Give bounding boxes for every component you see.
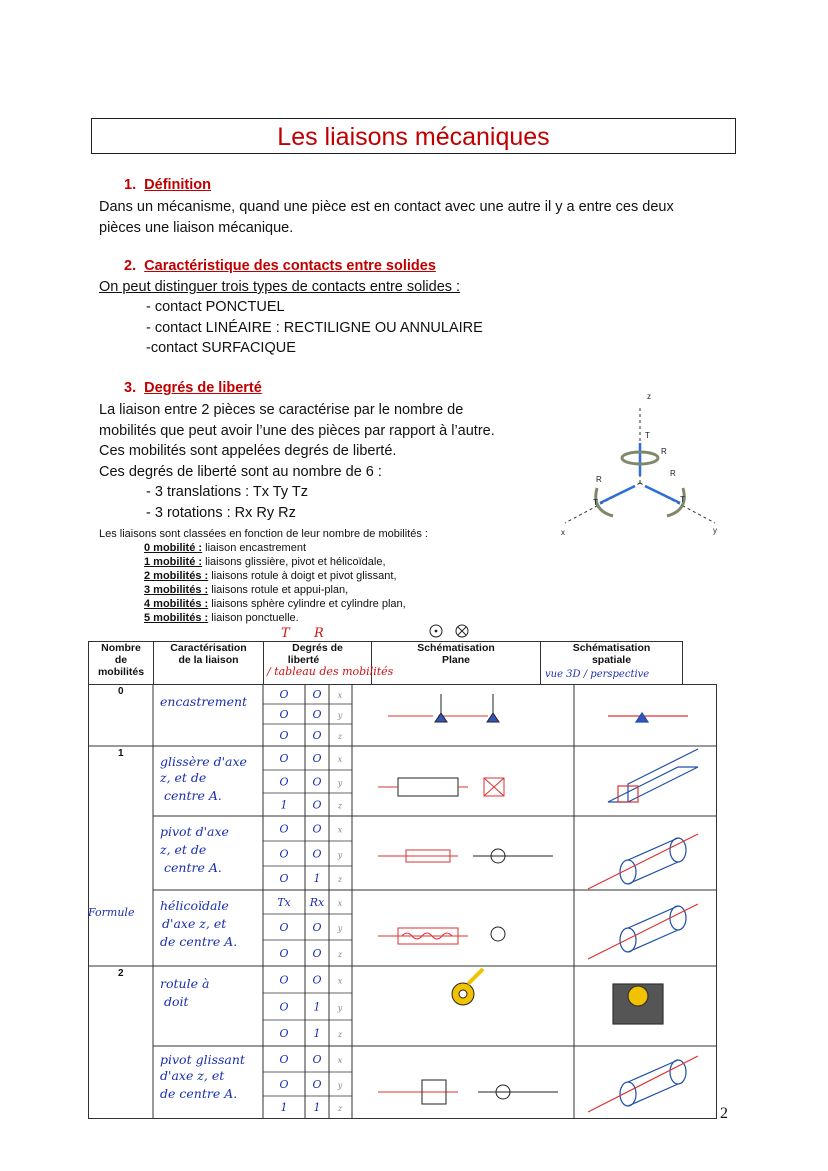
section1-number: 1. [124,177,137,193]
axis-label: x [337,755,343,764]
classification-row [144,583,406,597]
liaison-name: centre A. [164,788,222,803]
axis-label: x [337,899,343,908]
axis-label: y [337,1003,343,1013]
dof-rotation: O [312,847,322,861]
liaison-name: encastrement [160,694,248,709]
header-text: Caractérisation [170,642,247,654]
dof-translation: 1 [280,798,288,812]
classification-row [144,597,406,611]
dot-icon [435,630,438,633]
dof-translation: O [279,847,289,861]
axis-label: z [337,950,343,959]
header-plane [372,642,541,685]
axis-label: y [337,1081,343,1090]
dof-rotation: O [312,798,322,812]
liaison-name: doit [164,994,189,1009]
classification-text: liaisons rotule à doigt et pivot glissant, [211,570,397,582]
list-item: - contact LINÉAIRE : RECTILIGNE OU ANNULAIRE [146,319,483,336]
translations-item: - 3 translations : Tx Ty Tz [146,484,308,500]
tx-arrow [600,486,635,503]
title-box [91,118,736,154]
annotation-vue3d: vue 3D / perspective [545,669,650,680]
section3-line: Ces degrés de liberté sont au nombre de 6 : [99,463,382,480]
axis-label: x [337,976,343,986]
classification-text: liaison encastrement [205,542,307,554]
liaison-name: centre A. [164,860,222,875]
liaison-name: de centre A. [160,1086,238,1101]
classification-list [144,541,406,625]
glissiere-plane [398,778,458,796]
spatial-schematics [588,713,698,1112]
dof-rotation: O [312,775,322,789]
t-label: T [593,498,598,507]
classification-row [144,555,406,569]
section1-heading [124,177,211,193]
section2-title: Caractéristique des contacts entre solides [144,258,436,274]
section3-text [99,400,495,482]
dof-translation: O [279,822,289,836]
classification-text: liaisons rotule et appui-plan, [211,584,349,596]
liaisons-table [88,641,683,685]
dof-rotation: O [312,947,322,960]
header-text: liberté [287,654,320,666]
classification-label: 1 mobilité : [144,556,203,568]
dof-translation: O [279,872,289,885]
axis-label: y [337,850,343,860]
page-number: 2 [720,1105,728,1122]
t-label: T [680,495,685,504]
glissiere-spatial [608,749,698,802]
annotation-r: R [314,626,324,641]
axis-label: y [337,924,343,933]
classification-text: liaisons glissière, pivot et hélicoïdale, [205,556,386,568]
header-text: Schématisation Plane [417,642,495,666]
dof-rotation: O [312,1053,322,1066]
axis-label: x [337,691,343,700]
classification-label: 0 mobilité : [144,542,203,554]
dof-translation: O [279,708,289,721]
header-text: Nombre [101,642,141,654]
header-text: Schématisation [572,642,651,654]
ty-arrow [645,486,680,503]
dof-rotation: Rx [309,896,325,909]
table-body [88,684,718,1120]
section3-title: Degrés de liberté [144,380,262,396]
section3-heading [124,380,262,396]
dof-rotation: O [312,973,322,987]
group-count: 0 [118,686,124,697]
classification-text: liaisons sphère cylindre et cylindre plan, [211,598,406,610]
header-text: Degrés de [292,642,343,654]
dof-translation: Tx [277,896,291,909]
dof-rotation: 1 [313,1101,321,1114]
dof-translation: O [279,973,289,987]
plane-schematics [378,694,558,1104]
dof-translation: O [279,947,289,960]
section3-number: 3. [124,380,137,396]
classification-intro: Les liaisons sont classées en fonction de leur nombre de mobilités : [99,528,428,540]
dof-translation: O [279,775,289,789]
header-text: mobilités [97,666,145,678]
axis-x-label: x [561,528,565,537]
liaison-name: pivot d'axe [160,824,229,839]
header-degres [264,642,394,685]
axis-z-label: z [647,392,651,401]
axis-label: y [337,778,343,788]
liaison-name: d'axe z, et [162,916,227,931]
dof-translation: 1 [280,1101,288,1114]
section2-intro: On peut distinguer trois types de contacts entre solides : [99,279,461,295]
annotation-tableau: / tableau des mobilités [267,665,394,678]
axis-y-label: y [713,526,717,535]
section1-line: Dans un mécanisme, quand une pièce est en contact avec une autre il y a entre ces deux [99,199,674,215]
table-header-row [89,642,683,685]
dof-translation: O [279,1053,289,1066]
r-label: R [670,469,676,478]
r-label: R [661,447,667,456]
axis-label: z [337,875,343,884]
dof-rotation: 1 [313,872,321,885]
liaison-name: rotule à [160,976,210,991]
r-label: R [596,475,602,484]
header-nombre [89,642,154,685]
axis-label: y [337,711,343,720]
dof-rotation: O [312,708,322,721]
classification-label: 5 mobilités : [144,612,209,624]
annotation-formule: Formule [88,906,135,919]
classification-label: 3 mobilités : [144,584,209,596]
header-caracterisation [154,642,264,685]
group-count: 1 [118,748,124,759]
dof-translation: O [279,729,289,742]
axis-symbols [428,623,474,639]
section2-number: 2. [124,258,137,274]
classification-row [144,569,406,583]
dof-rotation: 1 [313,1027,321,1040]
axis-label: x [337,825,343,835]
list-item: - contact PONCTUEL [146,299,285,315]
classification-label: 2 mobilités : [144,570,209,582]
axis-label: x [337,1056,343,1065]
rotations-item: - 3 rotations : Rx Ry Rz [146,504,296,521]
header-text: de la liaison [178,654,239,666]
liaison-name: z, et de [160,770,207,785]
dof-translation: O [279,1027,289,1040]
dof-translation: O [279,1078,289,1091]
t-label: T [645,431,650,440]
axis-label: z [337,801,343,811]
classification-text: liaison ponctuelle. [211,612,299,624]
annotation-t: T [281,626,290,641]
axes-diagram [555,388,735,538]
dof-translation: O [279,921,289,934]
classification-row [144,541,406,555]
dof-rotation: O [312,688,322,701]
liaison-name: d'axe z, et [160,1068,225,1083]
liaison-name: glissère d'axe [160,754,247,769]
axis-label: z [337,1104,343,1113]
classification-label: 4 mobilités : [144,598,209,610]
list-item: -contact SURFACIQUE [146,340,296,356]
section1-line: pièces une liaison mécanique. [99,219,294,236]
dof-rotation: 1 [313,1000,321,1014]
dof-translation: O [279,752,289,765]
dof-rotation: O [312,921,322,934]
liaison-name: pivot glissant [160,1052,245,1067]
section3-line: Ces mobilités sont appelées degrés de liberté. [99,443,397,459]
header-text: spatiale [591,654,632,666]
group-count: 2 [118,968,124,979]
dof-rotation: O [312,752,322,765]
section3-line: La liaison entre 2 pièces se caractérise par le nombre de [99,402,464,418]
dof-translation: O [279,688,289,701]
section1-text [99,197,674,238]
liaison-name: z, et de [160,842,207,857]
dof-list [146,482,308,523]
axis-label: z [337,1030,343,1039]
header-text: de [114,654,128,666]
section2-heading [124,258,436,274]
section2-list [146,297,483,359]
axis-label: z [337,732,343,741]
dof-rotation: O [312,822,322,836]
page-title: Les liaisons mécaniques [277,123,550,151]
section3-line: mobilités que peut avoir l’une des pièces par rapport à l’autre. [99,422,495,439]
dof-rotation: O [312,1078,322,1091]
liaison-name: hélicoïdale [160,898,229,913]
dof-rotation: O [312,729,322,742]
section1-title: Définition [144,177,212,193]
header-spatiale [541,642,683,685]
liaison-name: de centre A. [160,934,238,949]
classification-row [144,611,406,625]
dof-translation: O [279,1000,289,1014]
